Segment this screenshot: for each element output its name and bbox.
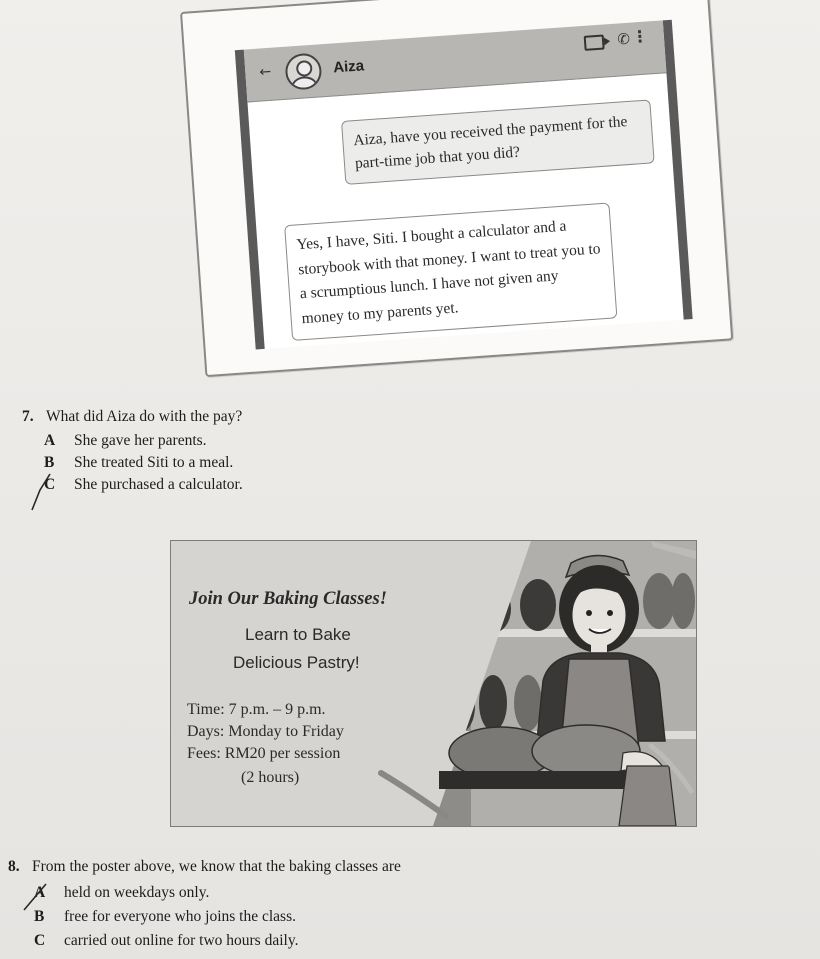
poster-title: Join Our Baking Classes! [189,589,387,609]
question-7-option-b [44,454,233,472]
option-text: held on weekdays only. [64,884,210,901]
chat-window [235,20,693,350]
avatar-icon [284,52,322,90]
question-7-option-c [44,476,243,494]
poster-duration: (2 hours) [241,769,300,786]
question-number: 8. [8,858,20,875]
contact-name: Aiza [332,57,365,77]
question-8 [8,858,401,876]
option-text: carried out online for two hours daily. [64,932,299,949]
menu-icon: ⋮ [631,26,649,47]
option-letter: C [44,476,56,493]
poster-days: Days: Monday to Friday [187,723,344,740]
message-bubble-received: Yes, I have, Siti. I bought a calculator and a storybook with that money. I want to treat you to a scrumptious lunch. I have not given any money to my parents yet. [284,203,617,341]
option-text: She treated Siti to a meal. [74,454,234,471]
option-text: She purchased a calculator. [74,476,243,493]
phone-icon: ✆ [616,29,631,49]
question-7-option-a [44,432,207,450]
question-text: What did Aiza do with the pay? [46,408,243,425]
question-8-option-b [34,908,296,926]
question-8-option-a [34,884,209,902]
option-letter: A [34,884,46,901]
back-arrow-icon: ← [258,63,272,81]
poster-fees: Fees: RM20 per session [187,745,341,762]
option-text: She gave her parents. [74,432,207,449]
question-number: 7. [22,408,34,425]
poster-subtitle-line1: Learn to Bake [245,625,351,644]
option-letter: C [34,932,46,949]
poster-time: Time: 7 p.m. – 9 p.m. [187,701,326,718]
question-7 [22,408,242,426]
option-text: free for everyone who joins the class. [64,908,296,925]
chat-header [244,20,667,102]
video-icon [584,35,605,51]
question-8-option-c [34,932,298,950]
option-letter: B [44,454,55,471]
chat-screenshot [180,0,733,377]
option-letter: A [44,432,56,449]
option-letter: B [34,908,45,925]
poster-subtitle-line2: Delicious Pastry! [233,653,360,672]
message-bubble-sent: Aiza, have you received the payment for the part-time job that you did? [341,99,655,184]
question-text: From the poster above, we know that the baking classes are [32,858,401,875]
baking-class-poster [170,540,697,827]
